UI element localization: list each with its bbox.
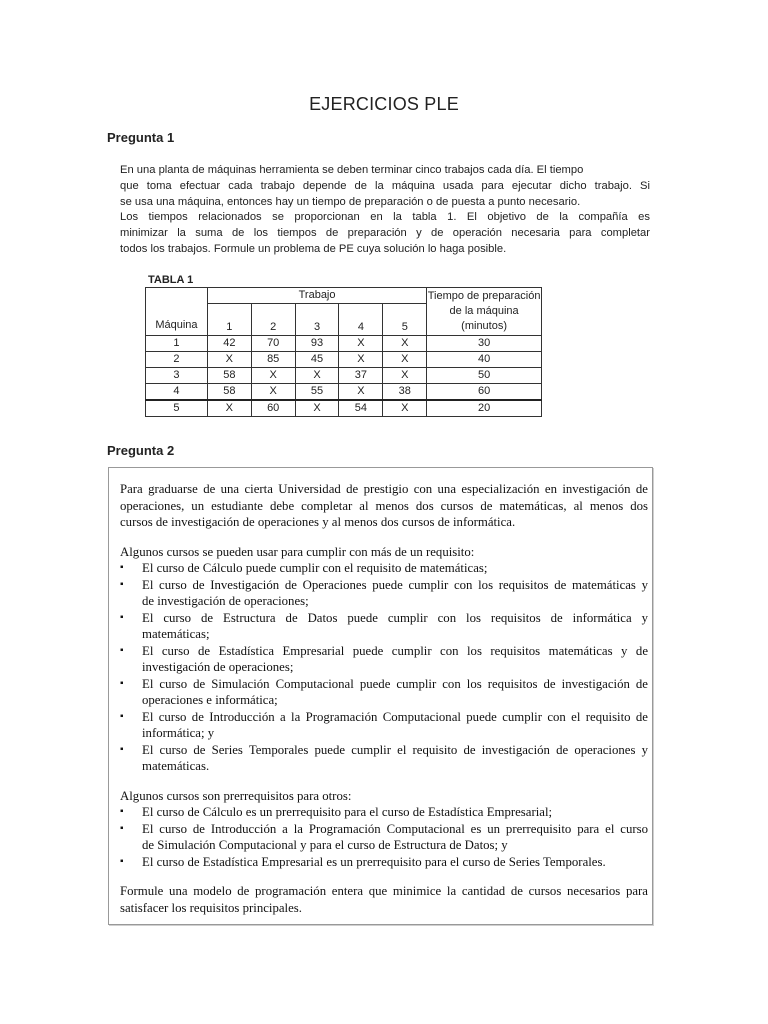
job-number-header: 3 [295, 304, 339, 336]
table-cell: X [251, 368, 295, 384]
bullet-icon: ▪ [120, 743, 124, 755]
question-1-line: En una planta de máquinas herramienta se deben terminar cinco trabajos cada día. El tiempo [120, 164, 584, 176]
job-number-header: 5 [383, 304, 427, 336]
table-cell: X [295, 368, 339, 384]
machine-column-header: Máquina [146, 304, 208, 336]
list-item: ▪ El curso de Cálculo puede cumplir con el requisito de matemáticas; [120, 561, 488, 575]
question-1-heading: Pregunta 1 [107, 130, 175, 145]
intro-line: Para graduarse de una cierta Universidad de prestigio con una especialización en investigación de [120, 482, 648, 496]
machine-id-cell: 5 [146, 400, 208, 417]
trabajo-group-header: Trabajo [207, 288, 426, 304]
table-cell: 85 [251, 352, 295, 368]
setup-time-cell: 40 [427, 352, 542, 368]
table-row [146, 400, 542, 417]
question-1-line: se usa una máquina, entonces hay un tiempo de preparación o de puesta a punto necesario. [120, 195, 581, 208]
table-cell: X [207, 400, 251, 417]
job-number-header: 4 [339, 304, 383, 336]
bullet-icon: ▪ [120, 806, 124, 817]
list-item: ▪ El curso de Estructura de Datos puede cumplir con los requisitos de informática y matemáticas; [120, 610, 648, 641]
setup-time-cell: 50 [427, 368, 542, 384]
list-item: ▪ El curso de Introducción a la Programación Computacional puede cumplir con el requisito de informática; y [120, 709, 648, 740]
table-label: TABLA 1 [148, 274, 194, 286]
table-cell: X [339, 336, 383, 352]
table-row [146, 336, 542, 352]
table-corner-cell [146, 288, 208, 304]
table-cell: X [383, 368, 427, 384]
table-cell: X [383, 400, 427, 417]
setup-time-cell: 60 [427, 384, 542, 401]
intro-line: operaciones, un estudiante debe completar al menos dos cursos de matemáticas, al menos dos [120, 498, 648, 513]
table-cell: 93 [295, 336, 339, 352]
setup-time-header: Tiempo de preparación de la máquina (minutos) [427, 288, 542, 336]
question-1-line: Los tiempos relacionados se proporcionan en la tabla 1. El objetivo de la compañía es [120, 211, 650, 224]
table-cell: 42 [207, 336, 251, 352]
job-number-header: 1 [207, 304, 251, 336]
table-cell: 37 [339, 368, 383, 384]
list-item: ▪ El curso de Simulación Computacional puede cumplir con los requisitos de investigación de operaciones e informática; [120, 676, 648, 707]
list-1-title: Algunos cursos se pueden usar para cumplir con más de un requisito: [120, 544, 475, 559]
table-cell: 58 [207, 368, 251, 384]
question-2-text [120, 481, 648, 916]
setup-time-cell: 30 [427, 336, 542, 352]
list-item: ▪ El curso de Cálculo es un prerrequisito para el curso de Estadística Empresarial; [120, 805, 553, 819]
table-cell: 58 [207, 384, 251, 401]
table-row [146, 352, 542, 368]
list-2-title: Algunos cursos son prerrequisitos para otros: [120, 788, 352, 803]
table-row [146, 384, 542, 401]
table-cell: 38 [383, 384, 427, 401]
bullet-icon: ▪ [120, 822, 124, 834]
table-cell: 45 [295, 352, 339, 368]
document-title: EJERCICIOS PLE [309, 94, 459, 114]
bullet-icon: ▪ [120, 644, 124, 656]
table-cell: X [383, 336, 427, 352]
question-1-text [120, 163, 650, 258]
intro-line: cursos de investigación de operaciones y al menos dos cursos de informática. [120, 515, 516, 529]
machine-id-cell: 2 [146, 352, 208, 368]
list-item: ▪ El curso de Estadística Empresarial es un prerrequisito para el curso de Series Temporales. [120, 854, 606, 869]
list-item: ▪ El curso de Introducción a la Programación Computacional es un prerrequisito para el curso de Simulación Computacional y para el curso de Estructura de Datos; y [120, 821, 648, 852]
bullet-icon: ▪ [120, 677, 124, 689]
bullet-icon: ▪ [120, 855, 124, 867]
job-number-header: 2 [251, 304, 295, 336]
table-cell: 55 [295, 384, 339, 401]
bullet-icon: ▪ [120, 710, 124, 722]
machine-job-table [145, 287, 542, 417]
question-2-heading: Pregunta 2 [107, 443, 175, 458]
bullet-icon: ▪ [120, 578, 124, 590]
table-cell: 70 [251, 336, 295, 352]
table-cell: X [251, 384, 295, 401]
closing-line: Formule una modelo de programación entera que minimice la cantidad de cursos necesarios para [120, 884, 648, 898]
closing-line: satisfacer los requisitos principales. [120, 900, 302, 915]
setup-time-cell: 20 [427, 400, 542, 417]
list-item: ▪ El curso de Series Temporales puede cumplir el requisito de investigación de operaciones y matemáticas. [120, 742, 648, 773]
bullet-icon: ▪ [120, 562, 124, 573]
table-cell: X [339, 384, 383, 401]
table-cell: X [383, 352, 427, 368]
table-cell: 60 [251, 400, 295, 417]
machine-id-cell: 3 [146, 368, 208, 384]
machine-id-cell: 1 [146, 336, 208, 352]
question-1-line: todos los trabajos. Formule un problema de PE cuya solución lo haga posible. [120, 242, 507, 255]
table-cell: X [207, 352, 251, 368]
list-item: ▪ El curso de Estadística Empresarial puede cumplir con los requisitos matemáticas y de investigación de operaciones; [120, 643, 648, 674]
machine-id-cell: 4 [146, 384, 208, 401]
question-1-line: minimizar la suma de los tiempos de preparación y de operación necesaria para completar [120, 227, 650, 240]
table-row [146, 368, 542, 384]
bullet-icon: ▪ [120, 611, 124, 623]
table-cell: X [295, 400, 339, 417]
list-item: ▪ El curso de Investigación de Operaciones puede cumplir con los requisitos de matemáticas y de investigación de operaciones; [120, 577, 648, 608]
table-cell: X [339, 352, 383, 368]
question-1-line: que toma efectuar cada trabajo depende de la máquina usada para ejecutar dicho trabajo. Si [120, 179, 650, 192]
table-cell: 54 [339, 400, 383, 417]
